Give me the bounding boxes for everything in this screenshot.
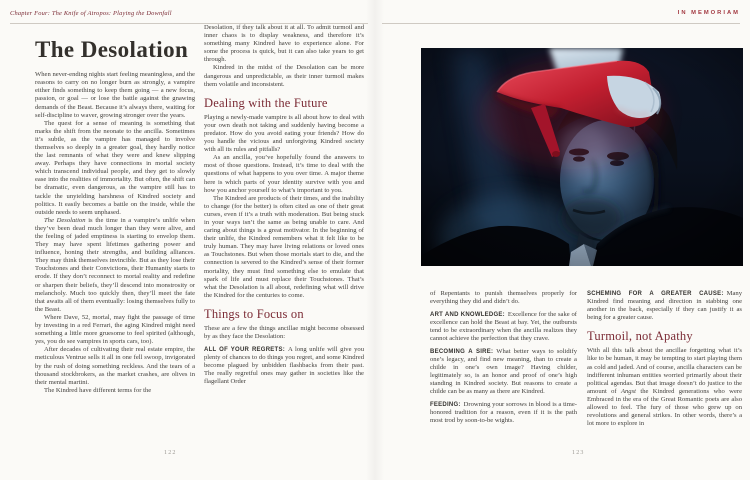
item-label: BECOMING A SIRE: (430, 348, 494, 355)
chapter-running-header: Chapter Four: The Knife of Atropos: Playing the Downfall (10, 10, 172, 17)
header-rule (382, 23, 740, 24)
memoriam-photo (421, 48, 743, 266)
body-paragraph: of Repentants to punish themselves properly for everything they did and didn’t do. (430, 290, 577, 306)
body-paragraph: The Desolation is the time in a vampire’s unlife when they’ve been dead much longer than they were alive, and the feeling of jaded emptiness is starting to envelop them. They may have spent lifetimes gathering power and influence, honing their strengths, and building alliances. They may think themselves invincible. But as they lose their Touchstones and their Convictions, their Humanity starts to erode. If they don’t reconnect to mortal reality and redefine or sharpen their beliefs, they’ll descend into monstrosity or melancholy. Much too quickly then, they’ll meet the fate that awaits all of them eventually: losing themselves fully to the Beast. (35, 216, 195, 313)
body-paragraph: As an ancilla, you’ve hopefully found the answers to most of those questions. Instead, it’s time to deal with the questions of what happens to you over time. A major theme here is which parts of your identity survive with you and how you anchor yourself to what’s important to you. (204, 154, 364, 194)
body-paragraph: The quest for a sense of meaning is something that marks the shift from the neonate to the ancilla. Sometimes it’s subtle, as the vampire has managed to involve themselves so deeply in a greater goal, they hardly notice the last remnants of what they were and knew slipping away. Perhaps they have connections in mortal society which transcend individual people, and they get to slowly ease into the realities of immortality. But often, the shift can be dramatic, even dangerous, as the vampire still has to tackle the unyielding harshness of Kindred society and politics. It easily becomes a battle on the inside, while the outside needs to seem unphased. (35, 119, 195, 216)
left-page (10, 10, 368, 470)
labeled-item: ART AND KNOWLEDGE: Excellence for the sake of excellence can hold the Beast at bay. Yet, the outbursts tend to be extraordinary when the ancilla realizes they cannot achieve the perfection that they crave. (430, 310, 578, 342)
left-page-column-1 (35, 24, 195, 395)
labeled-item: SCHEMING FOR A GREATER CAUSE: Many Kindred find meaning and direction in stabbing one another in the back, especially if they can justify it as being for a greater cause. (587, 290, 742, 322)
body-paragraph: When never-ending nights start feeling meaningless, and the reasons to carry on no longer burn as strongly, a vampire either finds something to keep them going — a new focus, passion, or goal — or lose the battle against the gnawing demands of the Beast. Because it’s always there, waiting for self-discipline to waver, growing stronger over the years. (35, 71, 195, 119)
labeled-item: FEEDING: Drowning your sorrows in blood is a time-honored tradition for a reason, even if it is the path most trod by soon-to-be wights. (430, 400, 577, 424)
photo-man-with-red-stiletto (421, 48, 743, 266)
page-number-right: 123 (572, 450, 585, 456)
item-label: ALL OF YOUR REGRETS: (204, 346, 285, 353)
right-page-column-2 (587, 290, 742, 428)
item-label: SCHEMING FOR A GREATER CAUSE: (587, 291, 724, 297)
left-page-columns (35, 24, 368, 395)
body-paragraph: Playing a newly-made vampire is all about how to deal with your own death not taking and suddenly having become a predator. How do you avoid eating your friends? How do you handle the vicious and unforgiving Kindred society with all its rules and pitfalls? (204, 113, 364, 154)
page-number-left: 122 (164, 450, 177, 456)
body-paragraph: With all this talk about the ancillae forgetting what it’s like to be human, it may be tempting to start playing them as cold and jaded. And of course, ancilla characters can be indifferent inhuman entities worried primarily about their political agendas. But that image doesn’t do justice to the amount of Angst the Kindred generations who were Embraced in the era of the Great Romantic poets are also allowed to feel. The fury of those who grew up on revolutions and general strikes. In other words, there’s a lot more to explore in (587, 347, 742, 428)
right-page-columns (430, 290, 742, 428)
body-paragraph: After decades of cultivating their real estate empire, the meticulous Ventrue sells it all in one fell swoop, invigorated by the rush of doing something reckless. And the tears of a thousand stockbrokers, as the market crashes, are olives in their mental martini. (35, 346, 195, 386)
right-page (382, 10, 740, 470)
item-label: FEEDING: (430, 401, 461, 408)
body-paragraph: Desolation, if they talk about it at all. To admit turmoil and inner chaos is to display weakness, and therefore it’s something many Kindred have to experience alone. For some the process is quick, but it can also take years to get through. (204, 24, 364, 64)
body-paragraph: These are a few the things ancillae might become obsessed by as they face the Desolation: (204, 324, 364, 340)
item-label: ART AND KNOWLEDGE: (430, 311, 505, 318)
body-paragraph: Where Dave, 52, mortal, may fight the passage of time by investing in a red Ferrari, the aging Kindred might need something a little more gruesome to feel spirited (although, yes, you do see vampires in sports cars, too). (35, 313, 195, 346)
labeled-item: ALL OF YOUR REGRETS: A long unlife will give you plenty of chances to do things you regret, and some Kindred become plagued by unbidden flashbacks from their past. The really regretful ones may gather in societies like the flagellant Order (204, 345, 364, 385)
body-paragraph: The Kindred have different terms for the (44, 386, 152, 394)
right-page-column-1 (430, 290, 577, 428)
section-running-header: IN MEMORIAM (677, 10, 740, 16)
page-gutter (366, 0, 384, 480)
page-title: The Desolation (35, 37, 189, 62)
section-heading-turmoil-not-apathy: Turmoil, not Apathy (587, 329, 693, 344)
labeled-item: BECOMING A SIRE: What better ways to solidify one’s legacy, and find new meaning, than to create a childe in one’s own image? Having childer, legitimately so, is an honor and proof of one’s high standing in Kindred society. But reasons to create a childe can be as many as there are Kindred. (430, 347, 577, 396)
body-paragraph: The Kindred are products of their times, and the inability to change (for the better) is often cited as one of their great curses, even if it’s a truth with moderation. But being stuck in your ways isn’t the same as being unable to care. And caring about things is a great motivator. In the beginning of their unlife, the Kindred remembers what it felt like to be truly human. They may have living relations or loved ones as Touchstones. But when those mortals start to die, and the connection is severed to the Kindred’s sense of their former mortality, they must find something else to emulate that spark of life and must replace their Touchstones. That’s what the Desolation is all about, redefining what will drive the Kindred for the centuries to come. (204, 194, 364, 299)
body-paragraph: Kindred in the midst of the Desolation can be more dangerous and unpredictable, as their inner turmoil makes them volatile and inconsistent. (204, 64, 364, 88)
section-heading-things-to-focus-on: Things to Focus on (204, 306, 304, 321)
left-page-column-2 (204, 24, 364, 395)
section-heading-dealing-with-the-future: Dealing with the Future (204, 95, 328, 110)
